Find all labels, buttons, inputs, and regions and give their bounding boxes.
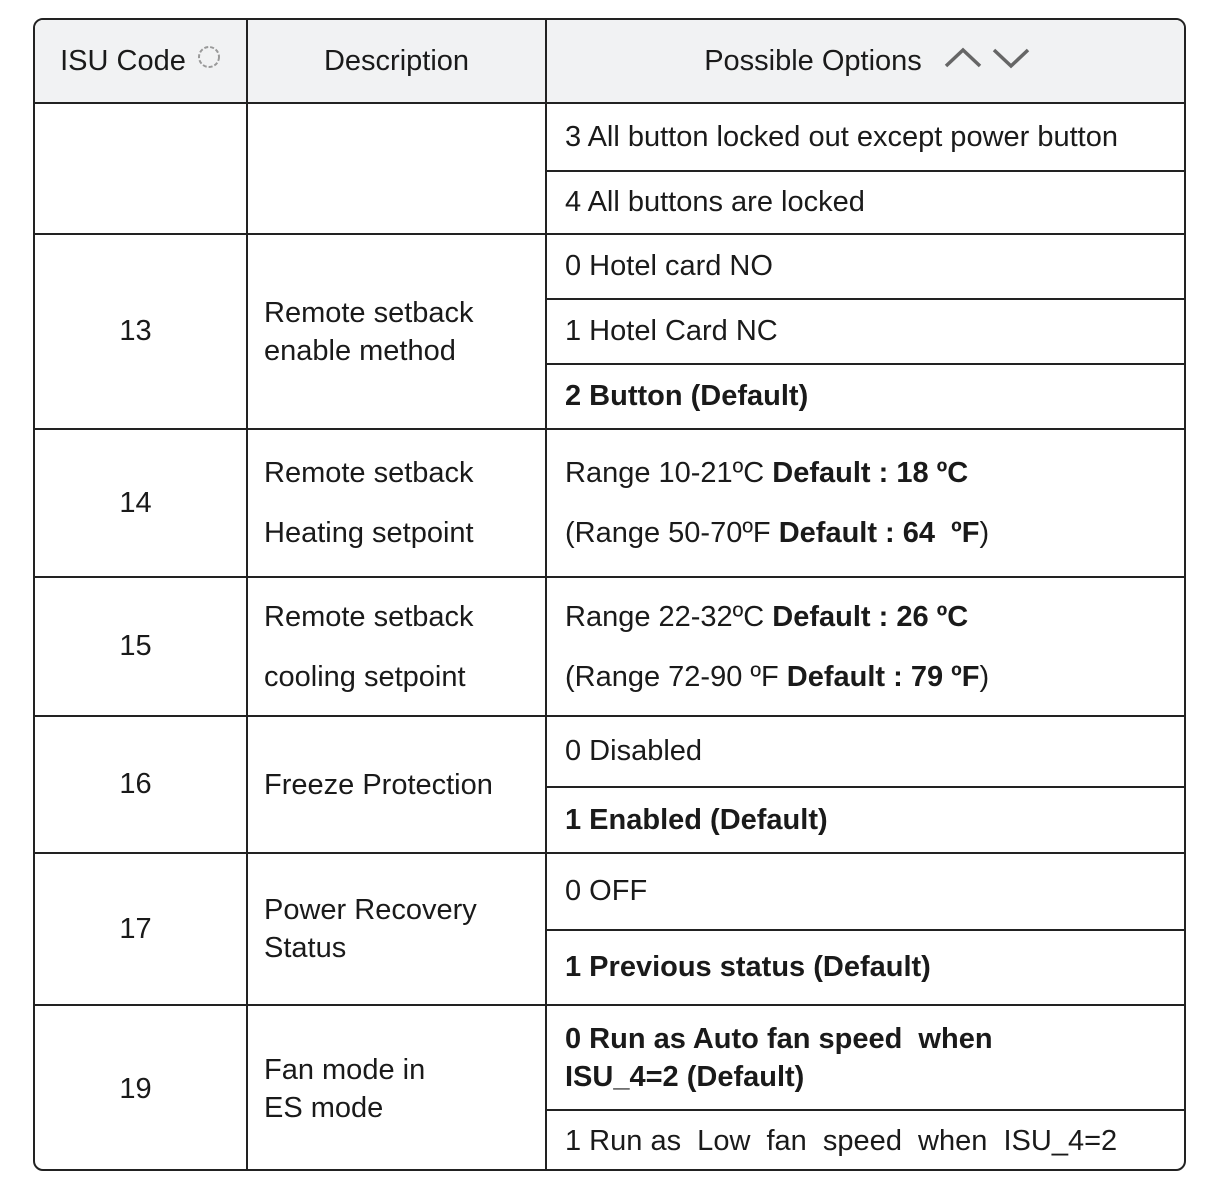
isu-code: 13	[119, 315, 152, 347]
description-cell	[264, 853, 544, 1005]
isu-code: 17	[119, 912, 152, 945]
option-text-bold: 0 Run as Auto fan speed when	[565, 1022, 993, 1055]
option-text: 4 All buttons are locked	[565, 186, 865, 218]
option-line	[565, 647, 1185, 707]
description-line: Freeze Protection	[264, 768, 493, 801]
option-item	[565, 299, 1185, 364]
chevron-down-icon[interactable]	[992, 45, 1030, 78]
option-text-bold: ISU_4=2 (Default)	[565, 1060, 805, 1093]
option-text: (Range 72-90 ºF	[565, 660, 787, 693]
description-cell	[264, 234, 544, 429]
header-description-label: Description	[323, 44, 470, 77]
option-text: )	[979, 660, 990, 693]
description-line: enable method	[264, 334, 456, 367]
description-line: Remote setback	[264, 457, 474, 489]
option-item	[565, 577, 1185, 716]
option-text: Range 22-32ºC	[565, 600, 773, 633]
description-cell	[264, 577, 544, 716]
option-text: 1 Run as Low fan speed when ISU_4=2	[565, 1125, 1118, 1157]
option-text: 0 Disabled	[565, 735, 703, 767]
option-text-bold: Default : 79 ºF	[786, 660, 980, 693]
option-line	[565, 1058, 1185, 1096]
option-text: Range 10-21ºC	[565, 457, 773, 489]
header-isu-code[interactable]	[35, 20, 247, 104]
option-text: 0 OFF	[565, 875, 648, 907]
option-text: 3 All button locked out except power button	[565, 121, 1118, 153]
description-line: cooling setpoint	[264, 660, 466, 693]
option-line	[565, 1125, 1185, 1158]
option-text-bold: 2 Button (Default)	[565, 380, 809, 412]
option-item	[565, 1110, 1185, 1171]
option-text-bold: 1 Previous status (Default)	[565, 951, 931, 983]
description-line: Heating setpoint	[264, 517, 474, 549]
option-line	[565, 735, 1185, 768]
description-line: Remote setback	[264, 600, 474, 633]
option-item	[565, 171, 1185, 234]
header-description[interactable]	[247, 20, 546, 104]
option-item	[565, 1005, 1185, 1110]
option-line	[565, 503, 1185, 563]
option-item	[565, 104, 1185, 171]
description-cell	[264, 104, 544, 234]
option-item	[565, 853, 1185, 930]
option-text: )	[979, 517, 990, 549]
description-cell	[264, 429, 544, 577]
description-line: Status	[264, 932, 347, 964]
option-text-bold: Default : 18 ºC	[772, 457, 969, 489]
option-text: 0 Hotel card NO	[565, 250, 773, 282]
isu-code-cell	[35, 429, 246, 577]
header-options-label: Possible Options	[704, 44, 922, 77]
option-item	[565, 429, 1185, 577]
option-item	[565, 234, 1185, 299]
option-line	[565, 380, 1185, 413]
description-cell	[264, 1005, 544, 1171]
option-text-bold: 1 Enabled (Default)	[565, 803, 828, 836]
option-line	[565, 315, 1185, 348]
isu-code: 14	[119, 486, 152, 519]
isu-code-cell	[35, 853, 246, 1005]
header-isu-code-label: ISU Code	[60, 44, 186, 77]
option-line	[565, 121, 1185, 154]
option-line	[565, 1020, 1185, 1058]
isu-code-cell	[35, 577, 246, 716]
isu-code: 16	[119, 768, 152, 800]
description-line: Power Recovery	[264, 894, 477, 926]
loading-spinner-icon	[196, 44, 222, 78]
description-line: Fan mode in	[264, 1054, 426, 1086]
isu-code-cell	[35, 716, 246, 853]
option-item	[565, 930, 1185, 1005]
option-item	[565, 787, 1185, 853]
column-divider	[246, 20, 248, 1171]
option-line	[565, 186, 1185, 219]
isu-code-cell	[35, 104, 246, 234]
option-item	[565, 716, 1185, 787]
chevron-up-icon[interactable]	[944, 45, 982, 78]
option-line	[565, 443, 1185, 503]
option-line	[565, 875, 1185, 908]
option-text: 1 Hotel Card NC	[565, 315, 778, 347]
isu-code-cell	[35, 1005, 246, 1171]
option-line	[565, 250, 1185, 283]
option-text: (Range 50-70ºF	[565, 517, 779, 549]
option-line	[565, 951, 1185, 984]
option-text-bold: Default : 64 ºF	[778, 517, 980, 549]
option-line	[565, 804, 1185, 837]
description-line: ES mode	[264, 1092, 384, 1124]
option-text-bold: Default : 26 ºC	[772, 600, 969, 633]
isu-code: 19	[119, 1072, 152, 1105]
column-divider	[545, 20, 547, 1171]
option-item	[565, 364, 1185, 429]
isu-code: 15	[119, 630, 152, 662]
isu-code-cell	[35, 234, 246, 429]
option-line	[565, 587, 1185, 647]
header-possible-options[interactable]	[546, 20, 1186, 104]
isu-settings-table	[33, 18, 1186, 1171]
description-cell	[264, 716, 544, 853]
description-line: Remote setback	[264, 296, 474, 329]
